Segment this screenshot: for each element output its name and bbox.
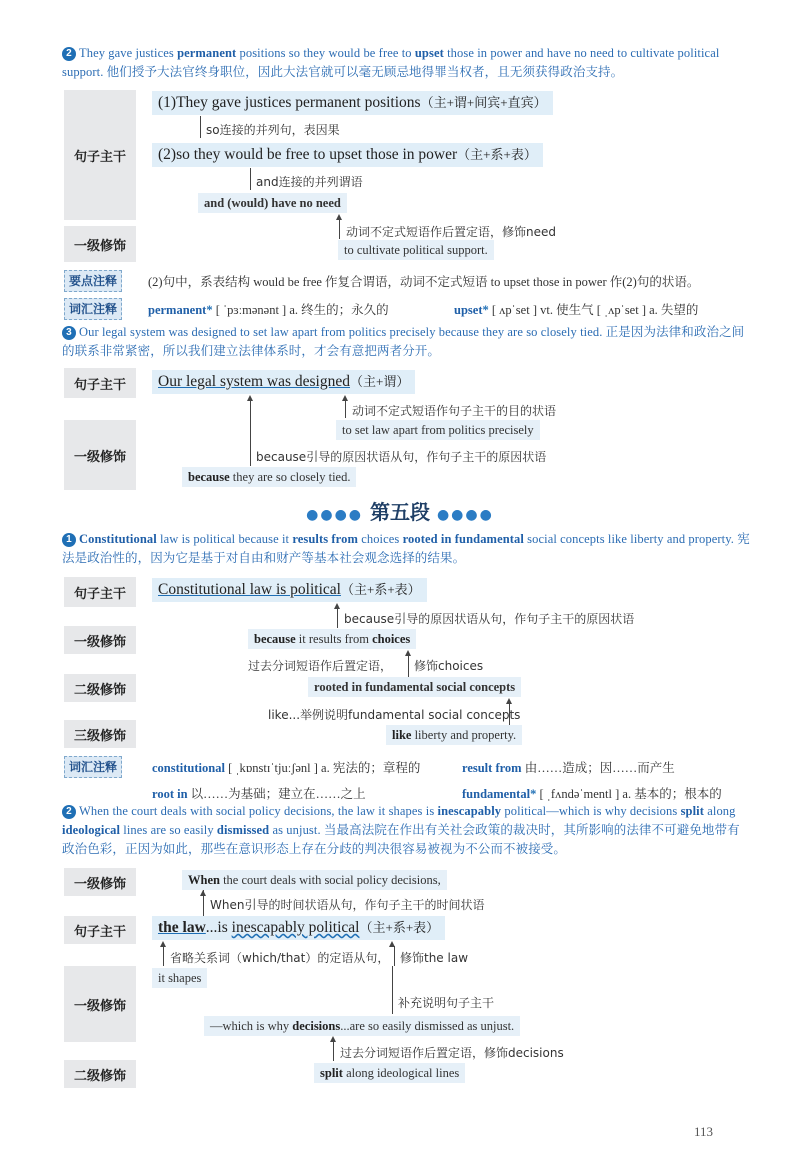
- note-1: so连接的并列句，表因果: [206, 123, 340, 137]
- connector-line: [250, 168, 251, 190]
- sentence-number-badge: 3: [62, 326, 76, 340]
- label-mod2: 二级修饰: [64, 1060, 136, 1088]
- vocab-permanent: permanent* [ ˈpɜːmənənt ] a. 终生的；永久的: [148, 303, 389, 317]
- arrow-up: [389, 941, 395, 947]
- clause-4: to cultivate political support.: [338, 240, 494, 260]
- p5s2-note-2: 补充说明句子主干: [398, 996, 495, 1010]
- label-main: 句子主干: [64, 916, 136, 944]
- clause-1: (1)They gave justices permanent positions（主+谓+间宾+直宾）: [152, 91, 553, 115]
- clause-2: (2)so they would be free to upset those in power（主+系+表）: [152, 143, 543, 167]
- s3-note-1: 动词不定式短语作句子主干的目的状语: [352, 404, 557, 418]
- p5s1-note-2b: 修饰choices: [414, 659, 484, 673]
- s3-note-2: because引导的原因状语从句，作句子主干的原因状语: [256, 450, 547, 464]
- label-mod3: 三级修饰: [64, 720, 136, 748]
- connector-line: [345, 400, 346, 418]
- label-main: 句子主干: [64, 368, 136, 398]
- label-main: 句子主干: [64, 577, 136, 607]
- sentence-2-zh: 他们授予大法官终身职位，因此大法官就可以毫无顾忌地得罪当权者，且无须获得政治支持。: [106, 65, 624, 79]
- connector-line: [200, 116, 201, 138]
- p5s2-note-3: 过去分词短语作后置定语，修饰decisions: [340, 1046, 564, 1060]
- connector-line: [163, 946, 164, 966]
- label-mod1: 一级修饰: [64, 966, 136, 1042]
- vocab-fundamental: fundamental* [ ˌfʌndəˈmentl ] a. 基本的；根本的: [462, 787, 722, 801]
- vocab-tag: 词汇注释: [64, 756, 122, 778]
- p5s1-clause-3: like liberty and property.: [386, 725, 522, 745]
- p5s2-note-1b: 修饰the law: [400, 951, 469, 965]
- label-main: 句子主干: [64, 90, 136, 220]
- p5s1-clause-2: rooted in fundamental social concepts: [308, 677, 521, 697]
- p5s2-clause-1: it shapes: [152, 968, 207, 988]
- label-mod2: 二级修饰: [64, 674, 136, 702]
- sentence-number-badge: 1: [62, 533, 76, 547]
- key-notes-text: (2)句中，系表结构 would be free 作复合谓语，动词不定式短语 to upset those in power 作(2)句的状语。: [148, 275, 700, 289]
- page-number: 113: [694, 1124, 714, 1139]
- key-notes-tag: 要点注释: [64, 270, 122, 292]
- connector-line: [408, 655, 409, 677]
- clause-3: and (would) have no need: [198, 193, 347, 213]
- p5-sentence-2-paragraph: 2 When the court deals with social policy decisions, the law it shapes is inescapably political—which is why decisions split along ideological lines are so easily dismissed as unjust. 当最高法院在作出有关社会政策的裁决时，其所影响的法律不可避免地带有政治色彩，正因为如此，那些在意识形态上存在分歧的判决很容易被视为不公而不被接受。: [62, 804, 740, 856]
- label-mod1: 一级修饰: [64, 868, 136, 896]
- label-mod1: 一级修饰: [64, 420, 136, 490]
- p5s1-note-3: like...举例说明fundamental social concepts: [268, 708, 521, 722]
- p5s2-clause-0: When the court deals with social policy decisions,: [182, 870, 447, 890]
- connector-line: [250, 400, 251, 466]
- connector-line: [392, 966, 393, 1014]
- p5s2-note-1: 省略关系词（which/that）的定语从句，: [170, 951, 390, 965]
- label-mod1: 一级修饰: [64, 626, 136, 654]
- connector-line: [333, 1041, 334, 1061]
- s3-clause-2: because they are so closely tied.: [182, 467, 356, 487]
- sentence-3-paragraph: 3 Our legal system was designed to set law apart from politics precisely because they are so closely tied. 正是因为法律和政治之间的联系非常紧密，所以我们建立法律体系时，才会有意把两者分开。: [62, 325, 745, 358]
- p5s2-clause-3: split along ideological lines: [314, 1063, 465, 1083]
- s3-clause-1: to set law apart from politics precisely: [336, 420, 540, 440]
- p5s2-clause-2: —which is why decisions...are so easily dismissed as unjust.: [204, 1016, 520, 1036]
- vocab-upset: upset* [ ʌpˈset ] vt. 使生气 [ ˌʌpˈset ] a. 失望的: [454, 303, 699, 317]
- p5s2-main-clause: the law...is inescapably political（主+系+表）: [152, 916, 445, 940]
- p5-sentence-1-paragraph: 1 Constitutional law is political because it results from choices rooted in fundamental social concepts like liberty and property. 宪法是政治性的，因为它是基于对自由和财产等基本社会观念选择的结果。: [62, 532, 750, 565]
- note-2: and连接的并列谓语: [256, 175, 363, 189]
- p5s1-clause-1: because it results from choices: [248, 629, 416, 649]
- p5s2-note-0: When引导的时间状语从句，作句子主干的时间状语: [210, 898, 485, 912]
- sentence-2-paragraph: 2 They gave justices permanent positions so they would be free to upset those in power and have no need to cultivate political support. 他们授予大法官终身职位，因此大法官就可以毫无顾忌地得罪当权者，且无须获得政治支持。: [62, 46, 720, 79]
- section-heading: ●●●● 第五段 ●●●●: [306, 500, 494, 524]
- vocab-tag: 词汇注释: [64, 298, 122, 320]
- sentence-number-badge: 2: [62, 47, 76, 61]
- connector-line: [339, 219, 340, 239]
- label-mod1: 一级修饰: [64, 226, 136, 262]
- vocab-constitutional: constitutional [ ˌkɒnstɪˈtjuːʃənl ] a. 宪法的；章程的: [152, 761, 421, 775]
- p5s1-note-1: because引导的原因状语从句，作句子主干的原因状语: [344, 612, 635, 626]
- connector-line: [394, 946, 395, 966]
- p5s1-main-clause: Constitutional law is political（主+系+表）: [152, 578, 427, 602]
- note-3: 动词不定式短语作后置定语，修饰need: [346, 225, 556, 239]
- connector-line: [337, 608, 338, 628]
- arrow-up: [200, 890, 206, 896]
- sentence-number-badge: 2: [62, 805, 76, 819]
- vocab-root-in: root in 以……为基础；建立在……之上: [152, 787, 366, 801]
- p5s1-note-2a: 过去分词短语作后置定语，: [248, 659, 393, 673]
- s3-main-clause: Our legal system was designed（主+谓）: [152, 370, 415, 394]
- vocab-result-from: result from 由……造成；因……而产生: [462, 761, 675, 775]
